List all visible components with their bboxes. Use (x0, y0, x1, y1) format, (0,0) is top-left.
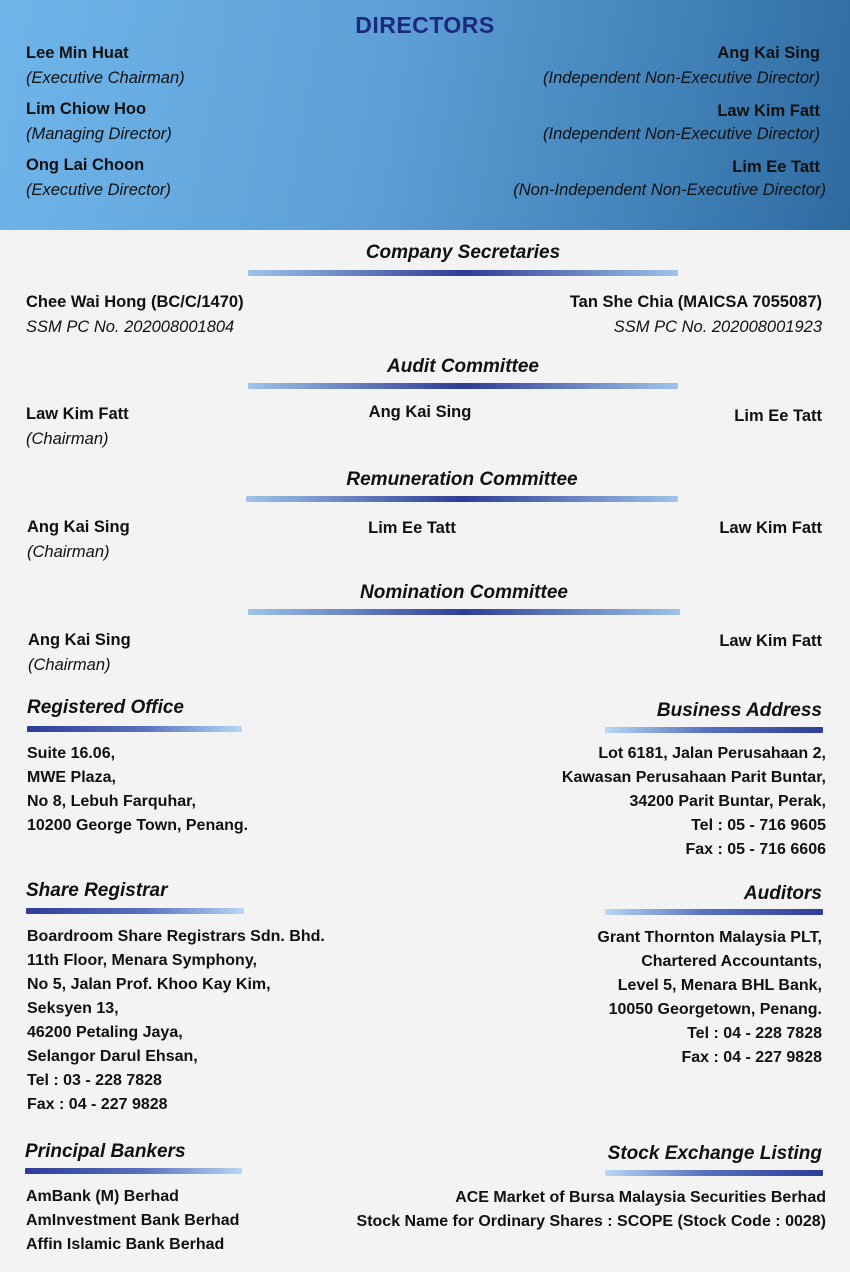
banker-name: AmBank (M) Berhad (26, 1188, 179, 1205)
business-address (562, 742, 826, 862)
address-line: Chartered Accountants, (641, 953, 822, 970)
address-line: Kawasan Perusahaan Parit Buntar, (561, 769, 826, 786)
address-line: 10200 George Town, Penang. (27, 817, 249, 834)
committee-member: Law Kim Fatt (719, 519, 822, 537)
listing-line: ACE Market of Bursa Malaysia Securities Berhad (455, 1189, 826, 1206)
address-line: Level 5, Menara BHL Bank, (617, 977, 822, 994)
director-name: Ong Lai Choon (26, 156, 145, 174)
banker-name: Affin Islamic Bank Berhad (26, 1236, 225, 1253)
committee-member: Ang Kai Sing (368, 403, 472, 421)
committee-chairman: Ang Kai Sing (28, 631, 131, 649)
director-name: Ang Kai Sing (717, 44, 820, 62)
business-address-heading: Business Address (656, 700, 822, 721)
address-line: MWE Plaza, (27, 769, 116, 786)
committee-member: Law Kim Fatt (719, 632, 822, 650)
directors-banner (0, 0, 850, 230)
banker-name: AmInvestment Bank Berhad (26, 1212, 240, 1229)
secretary-name: Chee Wai Hong (BC/C/1470) (26, 293, 244, 311)
address-line: 46200 Petaling Jaya, (27, 1024, 183, 1041)
director-role: (Non-Independent Non-Executive Director) (513, 181, 826, 199)
registered-office-address (27, 742, 248, 838)
director-role: (Managing Director) (26, 125, 172, 143)
directors-title: DIRECTORS (355, 12, 495, 38)
section-divider (605, 909, 823, 915)
committee-chairman: Ang Kai Sing (27, 518, 130, 536)
auditors-heading: Auditors (743, 883, 822, 904)
section-divider (246, 496, 678, 502)
address-line: 34200 Parit Buntar, Perak, (629, 793, 826, 810)
registered-office-heading: Registered Office (27, 697, 184, 718)
section-divider (248, 383, 678, 389)
address-line: Tel : 04 - 228 7828 (687, 1025, 822, 1042)
address-line: Tel : 05 - 716 9605 (691, 817, 826, 834)
address-line: Fax : 04 - 227 9828 (681, 1049, 822, 1066)
stock-exchange-details (357, 1186, 826, 1234)
director-name: Lim Ee Tatt (732, 158, 820, 176)
secretary-name: Tan She Chia (MAICSA 7055087) (569, 293, 822, 311)
section-divider (248, 270, 678, 276)
address-line: Selangor Darul Ehsan, (27, 1048, 198, 1065)
stock-exchange-listing-heading: Stock Exchange Listing (607, 1143, 822, 1164)
committee-member: Lim Ee Tatt (368, 519, 456, 537)
director-role: (Executive Chairman) (26, 69, 185, 87)
share-registrar-heading: Share Registrar (26, 880, 168, 901)
principal-bankers-list (26, 1185, 239, 1257)
secretary-detail: SSM PC No. 202008001804 (26, 318, 235, 336)
nomination-committee-heading: Nomination Committee (360, 582, 568, 603)
address-line: 11th Floor, Menara Symphony, (27, 952, 257, 969)
chairman-label: (Chairman) (27, 543, 110, 561)
section-divider (605, 727, 823, 733)
address-line: Suite 16.06, (27, 745, 116, 762)
address-line: Seksyen 13, (27, 1000, 119, 1017)
director-role: (Executive Director) (26, 181, 171, 199)
committee-member: Lim Ee Tatt (734, 407, 822, 425)
audit-committee-heading: Audit Committee (387, 356, 539, 377)
section-divider (605, 1170, 823, 1176)
director-role: (Independent Non-Executive Director) (543, 69, 820, 87)
section-divider (248, 609, 680, 615)
director-name: Lim Chiow Hoo (26, 100, 147, 118)
company-secretaries-heading: Company Secretaries (365, 242, 561, 263)
auditors-address (597, 926, 822, 1070)
secretary-detail: SSM PC No. 202008001923 (613, 318, 822, 336)
remuneration-committee-heading: Remuneration Committee (346, 469, 578, 490)
address-line: Grant Thornton Malaysia PLT, (597, 929, 822, 946)
address-line: Lot 6181, Jalan Perusahaan 2, (598, 745, 826, 762)
address-line: Tel : 03 - 228 7828 (27, 1072, 162, 1089)
address-line: Fax : 05 - 716 6606 (685, 841, 826, 858)
address-line: Boardroom Share Registrars Sdn. Bhd. (27, 928, 325, 945)
listing-line: Stock Name for Ordinary Shares : SCOPE (Stock Code : 0028) (356, 1213, 826, 1230)
section-divider (26, 908, 244, 914)
director-role: (Independent Non-Executive Director) (543, 125, 820, 143)
chairman-label: (Chairman) (26, 430, 109, 448)
chairman-label: (Chairman) (28, 656, 111, 674)
principal-bankers-heading: Principal Bankers (25, 1141, 186, 1162)
committee-chairman: Law Kim Fatt (26, 405, 129, 423)
section-divider (25, 1168, 242, 1174)
address-line: No 8, Lebuh Farquhar, (27, 793, 196, 810)
address-line: 10050 Georgetown, Penang. (608, 1001, 822, 1018)
address-line: No 5, Jalan Prof. Khoo Kay Kim, (27, 976, 271, 993)
director-name: Law Kim Fatt (717, 102, 820, 120)
share-registrar-address (27, 925, 325, 1117)
director-name: Lee Min Huat (26, 44, 129, 62)
address-line: Fax : 04 - 227 9828 (27, 1096, 168, 1113)
section-divider (27, 726, 242, 732)
